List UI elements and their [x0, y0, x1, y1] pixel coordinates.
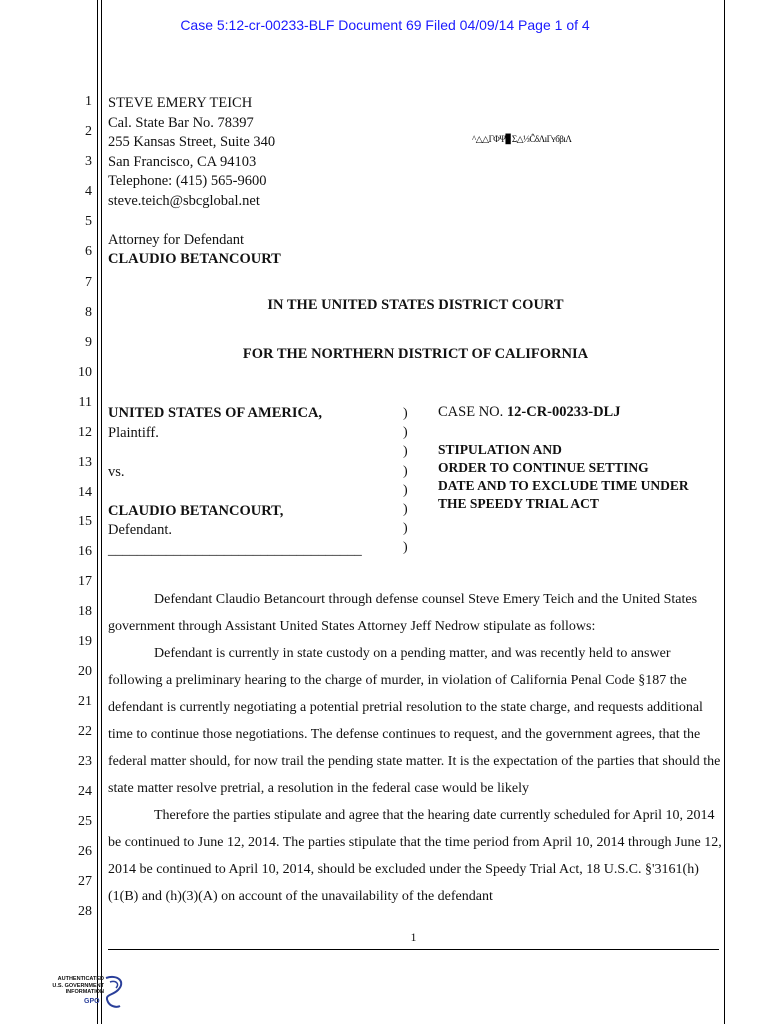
received-stamp: ^△△ΓΦΨ▊Σ△⅓ĈδɅıΓʏбβıΛ — [472, 134, 572, 144]
line-number: 24 — [78, 784, 92, 799]
page-number: 1 — [410, 930, 417, 944]
attorney-name: STEVE EMERY TEICH — [108, 95, 253, 111]
defendant-name: CLAUDIO BETANCOURT, — [108, 502, 284, 519]
gpo-seal — [40, 972, 130, 1012]
document-title — [438, 441, 689, 513]
line-number: 15 — [78, 514, 92, 529]
attorney-phone: Telephone: (415) 565-9600 — [108, 173, 267, 189]
attorney-role: Attorney for Defendant — [108, 231, 245, 248]
versus: vs. — [108, 463, 125, 480]
attorney-street: 255 Kansas Street, Suite 340 — [108, 134, 276, 150]
caption-paren: ) — [403, 540, 408, 556]
footer-rule — [108, 949, 719, 950]
line-number: 9 — [85, 335, 92, 350]
plaintiff-role: Plaintiff. — [108, 424, 159, 441]
line-number: 22 — [78, 724, 92, 739]
caption-paren: ) — [403, 425, 408, 441]
line-number: 20 — [78, 664, 92, 679]
title-line: DATE AND TO EXCLUDE TIME UNDER — [438, 478, 689, 493]
attorney-email: steve.teich@sbcglobal.net — [108, 192, 260, 209]
line-number: 4 — [85, 184, 92, 199]
caption-parens — [403, 404, 408, 558]
attorney-bar: Cal. State Bar No. 78397 — [108, 114, 254, 131]
attorney-city: San Francisco, CA 94103 — [108, 153, 257, 170]
gpo-text: U.S. GOVERNMENT — [52, 982, 104, 989]
line-number: 14 — [78, 485, 92, 500]
paragraph: Defendant Claudio Betancourt through defense counsel Steve Emery Teich and the United States government through Assistant United States Attorney Jeff Nedrow stipulate as follows: — [108, 592, 698, 634]
attorney-block — [108, 94, 281, 270]
line-number: 7 — [85, 275, 92, 290]
paragraph: Therefore the parties stipulate and agree that the hearing date currently scheduled for April 10, 2014 be continued to June 12, 2014. The parties stipulate that the time period from April 10, 2014 through June 12, 2014 be continued to April 10, 2014, should be excluded under the Speedy Trial Act, 18 U.S.C. §'3161(h)(1(B) and (h)(3)(A) on account of the unavailability of the defendant — [108, 808, 722, 904]
margin-rule — [101, 0, 102, 1024]
client-name: CLAUDIO BETANCOURT — [108, 251, 281, 267]
gpo-mark: GPO — [84, 998, 100, 1005]
line-number: 12 — [78, 425, 92, 440]
caption-paren: ) — [403, 444, 408, 460]
caption-paren: ) — [403, 463, 408, 479]
title-line: STIPULATION AND — [438, 442, 562, 457]
case-label: CASE NO. — [438, 404, 507, 420]
court-name: IN THE UNITED STATES DISTRICT COURT — [267, 297, 564, 313]
caption-underline: ___________________________________ — [108, 541, 362, 558]
line-number: 26 — [78, 844, 92, 859]
plaintiff-name: UNITED STATES OF AMERICA, — [108, 405, 323, 421]
margin-rule-right — [724, 0, 725, 1024]
paragraph: Defendant is currently in state custody on a pending matter, and was recently held to answer following a preliminary hearing to the charge of murder, in violation of California Penal Code §187 the defendant is currently negotiating a potential pretrial resolution to the state charge, and requests additional time to continue those negotiations. The defense continues to request, and the government agrees, that the federal matter should, for now trail the pending state matter. It is the expectation of the parties that should the state matter resolve pretrial, a resolution in the federal case would be likely — [108, 646, 721, 796]
line-number: 8 — [85, 305, 92, 320]
line-number: 17 — [78, 574, 92, 589]
case-header: Case 5:12-cr-00233-BLF Document 69 Filed 04/09/14 Page 1 of 4 — [180, 17, 590, 33]
line-number: 1 — [85, 94, 92, 109]
line-number: 18 — [78, 604, 92, 619]
gpo-text: INFORMATION — [65, 989, 104, 995]
case-number — [438, 404, 620, 421]
line-number: 6 — [85, 244, 92, 259]
line-number: 3 — [85, 154, 92, 169]
line-number: 23 — [78, 754, 92, 769]
caption-paren: ) — [403, 502, 408, 518]
document-body — [108, 586, 723, 910]
line-number: 16 — [78, 544, 92, 559]
line-number: 19 — [78, 634, 92, 649]
line-number: 10 — [78, 365, 92, 380]
case-caption — [108, 404, 362, 560]
gpo-text: AUTHENTICATED — [57, 976, 104, 982]
line-number: 28 — [78, 904, 92, 919]
caption-paren: ) — [403, 406, 408, 421]
line-number: 11 — [78, 395, 92, 410]
line-number: 5 — [85, 214, 92, 229]
line-number: 13 — [78, 455, 92, 470]
line-number: 2 — [85, 124, 92, 139]
line-number: 21 — [78, 694, 92, 709]
case-number-value: 12-CR-00233-DLJ — [506, 404, 621, 420]
caption-paren: ) — [403, 521, 408, 537]
court-district: FOR THE NORTHERN DISTRICT OF CALIFORNIA — [242, 346, 589, 362]
margin-rule — [97, 0, 98, 1024]
line-number: 25 — [78, 814, 92, 829]
defendant-role: Defendant. — [108, 522, 173, 538]
title-line: THE SPEEDY TRIAL ACT — [438, 496, 599, 511]
title-line: ORDER TO CONTINUE SETTING — [438, 460, 649, 475]
caption-paren: ) — [403, 482, 408, 498]
line-number: 27 — [78, 874, 92, 889]
